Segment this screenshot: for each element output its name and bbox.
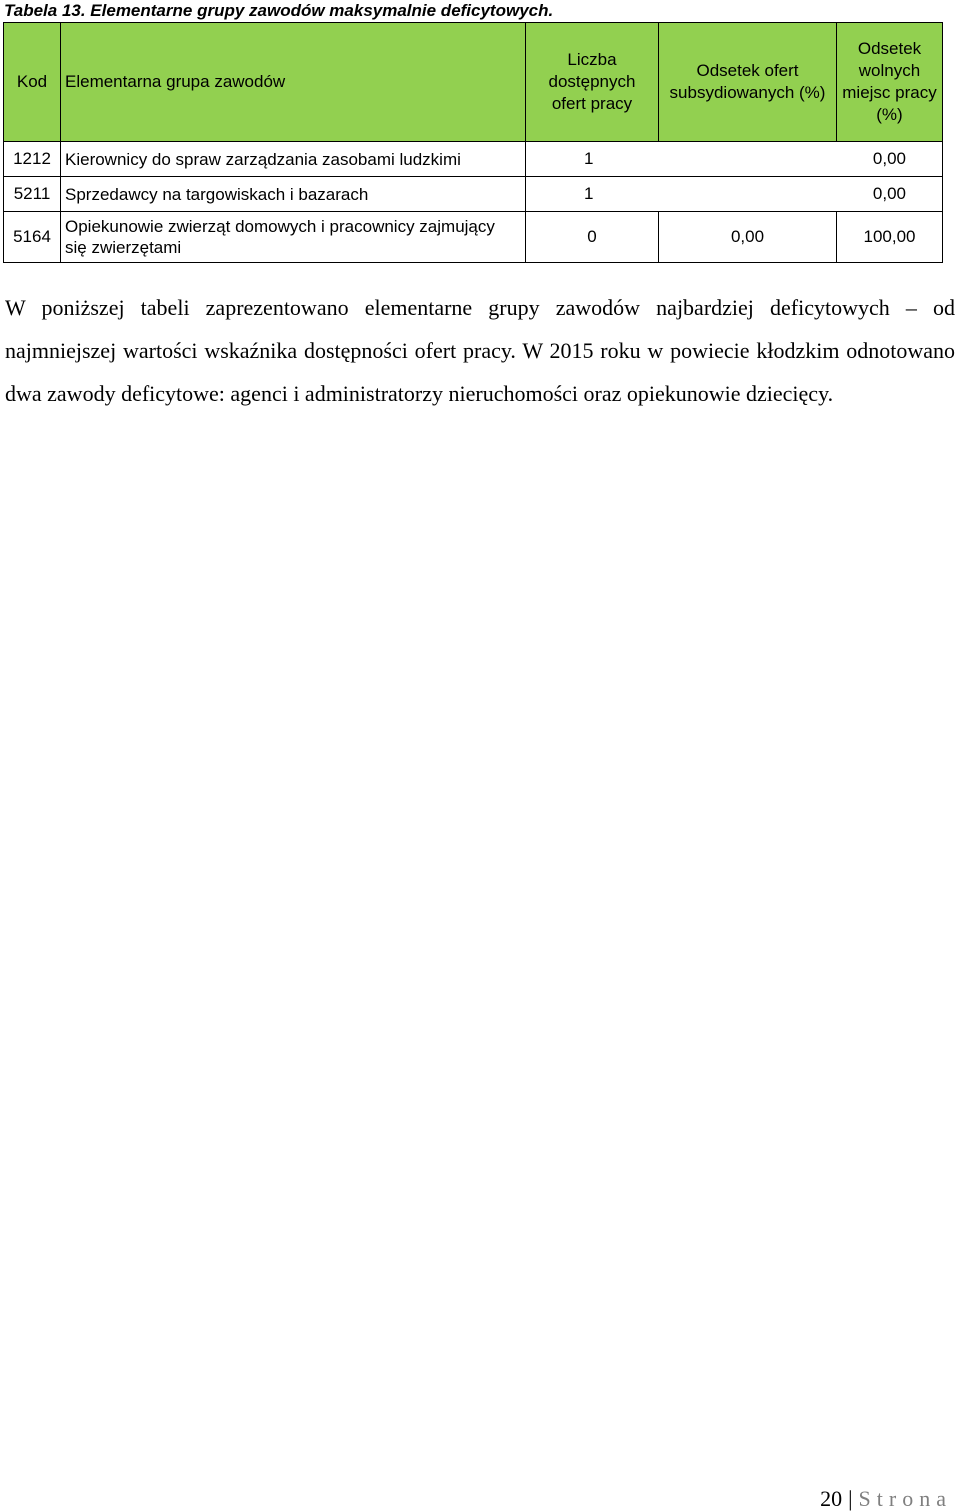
table-row <box>4 142 943 177</box>
footer-separator: | <box>848 1486 853 1511</box>
table-row <box>4 212 943 263</box>
cell-subs: 0,00 <box>659 212 837 263</box>
header-odsetek-wolnych: Odsetek wolnych miejsc pracy (%) <box>837 23 943 142</box>
cell-grupa: Opiekunowie zwierząt domowych i pracownicy zajmujący się zwierzętami <box>61 212 526 263</box>
header-odsetek-subsydiowanych: Odsetek ofert subsydiowanych (%) <box>659 23 837 142</box>
header-grupa: Elementarna grupa zawodów <box>61 23 526 142</box>
cell-grupa: Kierownicy do spraw zarządzania zasobami ludzkimi <box>61 142 526 177</box>
body-paragraph: W poniższej tabeli zaprezentowano elementarne grupy zawodów najbardziej deficytowych – od najmniejszej wartości wskaźnika dostępności ofert pracy. W 2015 roku w powiecie kłodzkim odnotowano dwa zawody deficytowe: agenci i administratorzy nieruchomości oraz opiekunowie dziecięcy. <box>5 295 955 406</box>
cell-grupa: Sprzedawcy na targowiskach i bazarach <box>61 177 526 212</box>
table-caption: Tabela 13. Elementarne grupy zawodów maksymalnie deficytowych. <box>4 1 554 20</box>
cell-subs: 0,00 <box>872 184 906 203</box>
page-footer <box>820 1486 952 1512</box>
cell-kod: 5211 <box>4 177 61 212</box>
cell-liczba: 0 <box>526 212 659 263</box>
cell-kod: 5164 <box>4 212 61 263</box>
cell-subs: 0,00 <box>872 149 906 168</box>
footer-label: Strona <box>858 1486 952 1511</box>
header-liczba: Liczba dostępnych ofert pracy <box>526 23 659 142</box>
deficit-occupations-table <box>3 22 943 263</box>
table-row <box>4 177 943 212</box>
cell-liczba: 1 <box>584 149 594 168</box>
cell-values <box>526 177 943 212</box>
cell-liczba: 1 <box>584 184 594 203</box>
header-kod: Kod <box>4 23 61 142</box>
cell-wolne: 100,00 <box>837 212 943 263</box>
cell-kod: 1212 <box>4 142 61 177</box>
page-number: 20 <box>820 1486 843 1511</box>
table-header-row <box>4 23 943 142</box>
cell-values <box>526 142 943 177</box>
